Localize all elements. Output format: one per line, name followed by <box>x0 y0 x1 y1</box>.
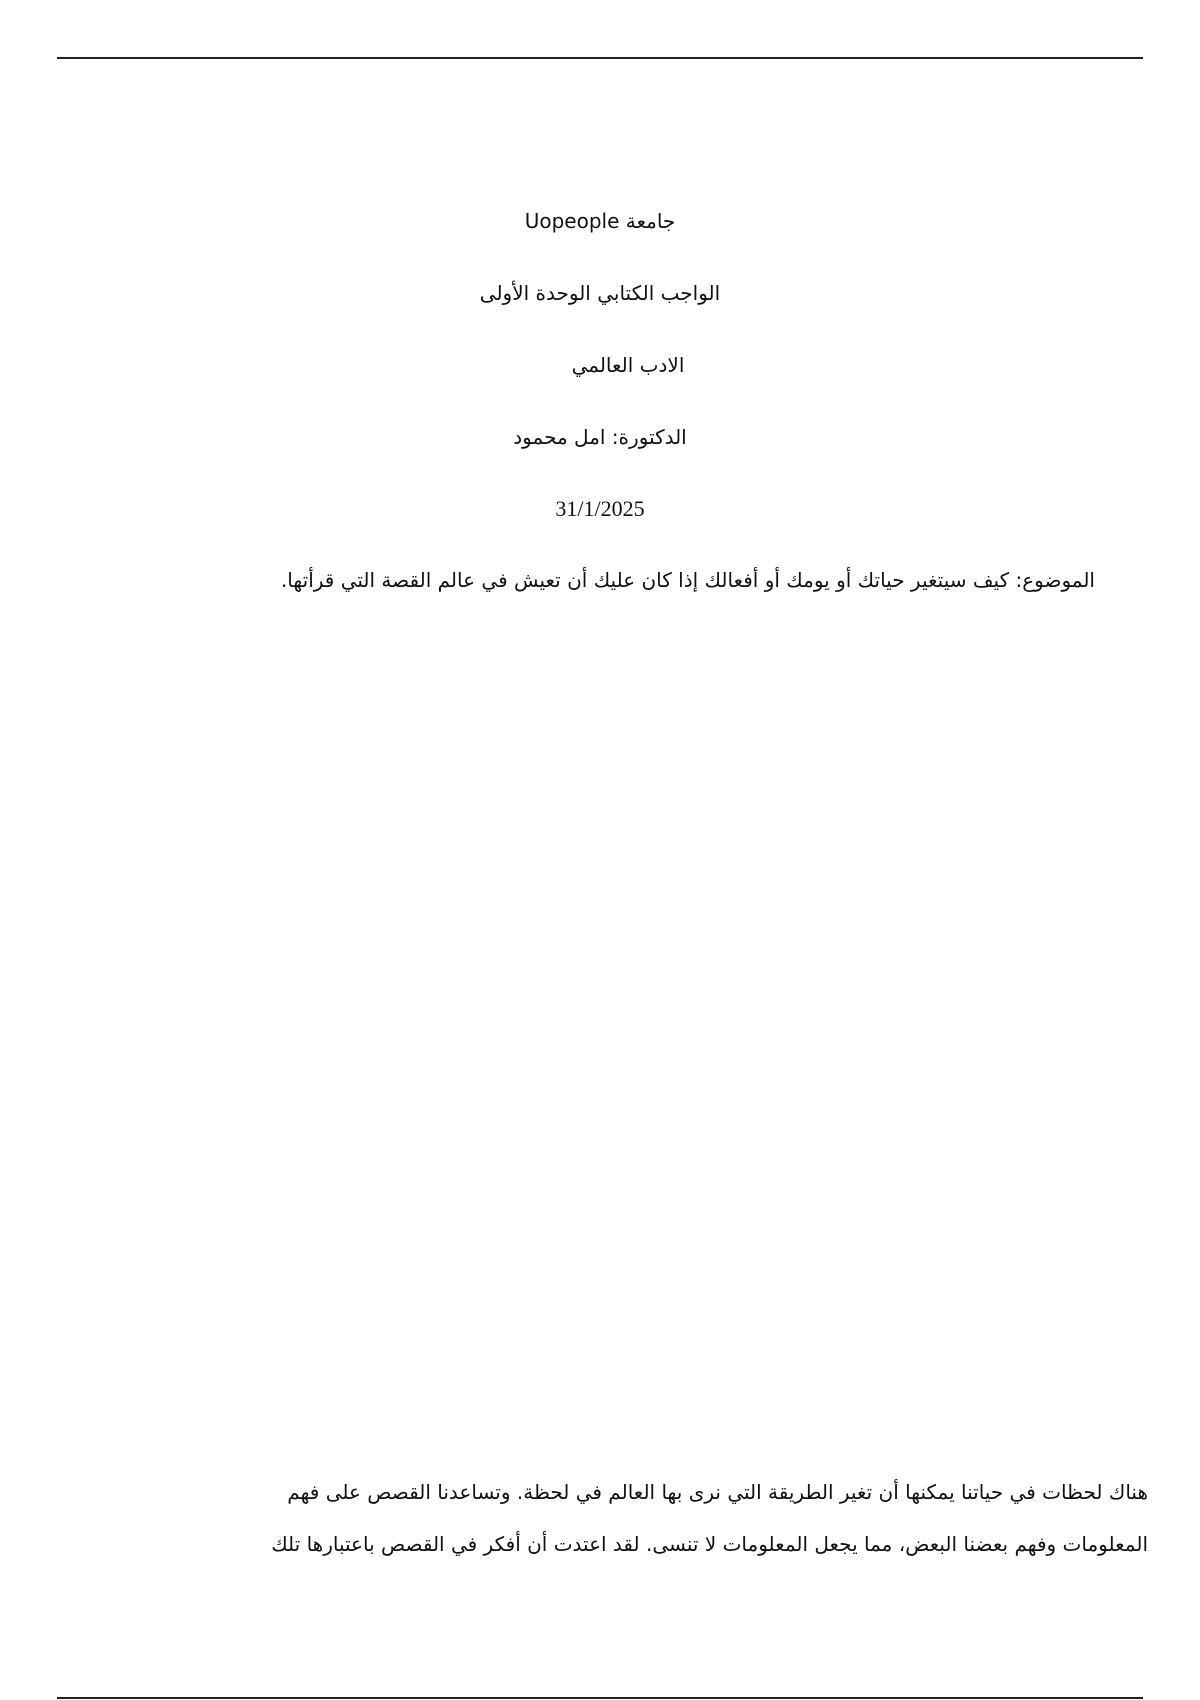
page-bottom-rule <box>57 1697 1143 1699</box>
course-name: الادب العالمي <box>571 353 685 377</box>
instructor-name: الدكتورة: امل محمود <box>513 425 687 449</box>
page-top-rule <box>57 57 1143 59</box>
body-paragraph-line: المعلومات وفهم بعضنا البعض، مما يجعل المعلومات لا تنسى. لقد اعتدت أن أفكر في القصص باعتبارها تلك <box>271 1532 1148 1556</box>
essay-subject: الموضوع: كيف سيتغير حياتك أو يومك أو أفعالك إذا كان عليك أن تعيش في عالم القصة التي قرأتها. <box>280 568 1095 592</box>
body-paragraph-line: هناك لحظات في حياتنا يمكنها أن تغير الطريقة التي نرى بها العالم في لحظة. وتساعدنا القصص على فهم <box>287 1480 1148 1504</box>
university-name: جامعة Uopeople <box>524 209 676 233</box>
assignment-title: الواجب الكتابي الوحدة الأولى <box>479 281 721 305</box>
submission-date: 31/1/2025 <box>555 496 645 521</box>
